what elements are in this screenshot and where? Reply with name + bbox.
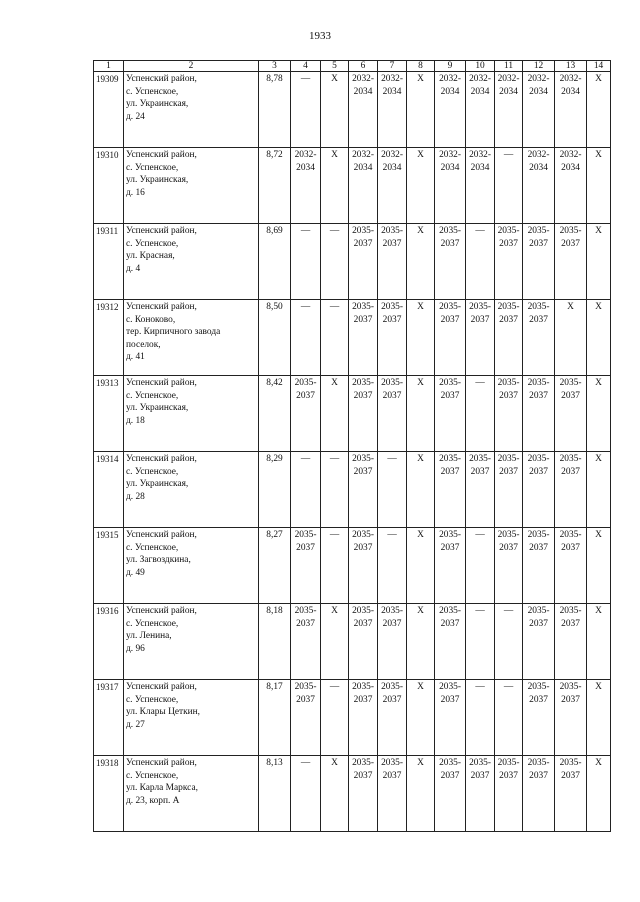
period-cell-col-11: 2032- 2034 [495,72,523,148]
cost-cell: 8,72 [259,148,291,224]
period-cell-col-5: — [321,528,349,604]
period-cell-col-5: — [321,452,349,528]
period-cell-col-9: 2032- 2034 [435,148,466,224]
period-cell-col-10: — [466,528,495,604]
cost-cell: 8,50 [259,300,291,376]
period-cell-col-14: X [587,604,611,680]
address-cell: Успенский район, с. Успенское, ул. Украинская, д. 18 [124,376,259,452]
period-cell-col-9: 2035- 2037 [435,604,466,680]
cost-cell: 8,78 [259,72,291,148]
table-body [94,72,611,832]
cost-cell: 8,29 [259,452,291,528]
header-col-9: 9 [435,61,466,72]
table-row [94,376,611,452]
period-cell-col-13: 2035- 2037 [555,680,587,756]
cost-cell: 8,13 [259,756,291,832]
period-cell-col-10: — [466,224,495,300]
period-cell-col-8: X [407,376,435,452]
period-cell-col-11: — [495,148,523,224]
period-cell-col-11: 2035- 2037 [495,300,523,376]
period-cell-col-7: 2035- 2037 [378,680,407,756]
row-number: 19310 [94,148,124,224]
period-cell-col-6: 2035- 2037 [349,604,378,680]
period-cell-col-10: 2035- 2037 [466,452,495,528]
period-cell-col-6: 2032- 2034 [349,148,378,224]
period-cell-col-5: — [321,680,349,756]
header-col-5: 5 [321,61,349,72]
address-cell: Успенский район, с. Успенское, ул. Загвоздкина, д. 49 [124,528,259,604]
period-cell-col-13: 2035- 2037 [555,452,587,528]
period-cell-col-12: 2035- 2037 [523,224,555,300]
row-number: 19309 [94,72,124,148]
period-cell-col-5: X [321,148,349,224]
period-cell-col-4: — [291,452,321,528]
period-cell-col-13: 2035- 2037 [555,224,587,300]
period-cell-col-4: 2035- 2037 [291,528,321,604]
period-cell-col-9: 2035- 2037 [435,376,466,452]
period-cell-col-8: X [407,72,435,148]
header-col-13: 13 [555,61,587,72]
period-cell-col-6: 2035- 2037 [349,376,378,452]
period-cell-col-10: 2032- 2034 [466,148,495,224]
period-cell-col-6: 2035- 2037 [349,528,378,604]
period-cell-col-7: 2035- 2037 [378,300,407,376]
period-cell-col-8: X [407,604,435,680]
period-cell-col-4: — [291,756,321,832]
period-cell-col-7: 2035- 2037 [378,604,407,680]
header-col-2: 2 [124,61,259,72]
period-cell-col-10: 2035- 2037 [466,300,495,376]
address-cell: Успенский район, с. Успенское, ул. Красная, д. 4 [124,224,259,300]
cost-cell: 8,17 [259,680,291,756]
period-cell-col-8: X [407,528,435,604]
address-cell: Успенский район, с. Коноково, тер. Кирпичного завода поселок, д. 41 [124,300,259,376]
table-header [94,61,611,72]
period-cell-col-8: X [407,756,435,832]
period-cell-col-11: — [495,680,523,756]
period-cell-col-11: 2035- 2037 [495,756,523,832]
period-cell-col-4: — [291,300,321,376]
period-cell-col-8: X [407,224,435,300]
cost-cell: 8,18 [259,604,291,680]
period-cell-col-10: — [466,680,495,756]
period-cell-col-12: 2035- 2037 [523,756,555,832]
period-cell-col-14: X [587,528,611,604]
period-cell-col-6: 2035- 2037 [349,680,378,756]
page-number: 1933 [309,30,331,42]
period-cell-col-8: X [407,148,435,224]
period-cell-col-9: 2035- 2037 [435,680,466,756]
period-cell-col-7: — [378,452,407,528]
period-cell-col-6: 2035- 2037 [349,756,378,832]
period-cell-col-10: 2035- 2037 [466,756,495,832]
period-cell-col-8: X [407,300,435,376]
period-cell-col-9: 2035- 2037 [435,224,466,300]
period-cell-col-4: 2035- 2037 [291,376,321,452]
period-cell-col-5: X [321,756,349,832]
period-cell-col-9: 2035- 2037 [435,300,466,376]
period-cell-col-14: X [587,452,611,528]
period-cell-col-8: X [407,680,435,756]
period-cell-col-13: 2035- 2037 [555,528,587,604]
period-cell-col-4: — [291,72,321,148]
period-cell-col-12: 2032- 2034 [523,148,555,224]
period-cell-col-14: X [587,300,611,376]
row-number: 19312 [94,300,124,376]
address-cell: Успенский район, с. Успенское, ул. Украинская, д. 16 [124,148,259,224]
period-cell-col-13: 2035- 2037 [555,376,587,452]
period-cell-col-5: X [321,604,349,680]
address-cell: Успенский район, с. Успенское, ул. Украинская, д. 24 [124,72,259,148]
register-table [93,60,611,832]
period-cell-col-14: X [587,148,611,224]
period-cell-col-6: 2035- 2037 [349,452,378,528]
address-cell: Успенский район, с. Успенское, ул. Украинская, д. 28 [124,452,259,528]
period-cell-col-11: 2035- 2037 [495,376,523,452]
period-cell-col-10: — [466,376,495,452]
period-cell-col-13: X [555,300,587,376]
table-row [94,300,611,376]
cost-cell: 8,27 [259,528,291,604]
period-cell-col-12: 2035- 2037 [523,604,555,680]
header-col-11: 11 [495,61,523,72]
period-cell-col-8: X [407,452,435,528]
table-row [94,72,611,148]
table-row [94,148,611,224]
table-row [94,224,611,300]
period-cell-col-7: 2032- 2034 [378,72,407,148]
period-cell-col-4: — [291,224,321,300]
period-cell-col-9: 2035- 2037 [435,528,466,604]
period-cell-col-13: 2032- 2034 [555,148,587,224]
header-col-10: 10 [466,61,495,72]
header-col-12: 12 [523,61,555,72]
period-cell-col-14: X [587,224,611,300]
period-cell-col-5: X [321,376,349,452]
table-row [94,604,611,680]
period-cell-col-14: X [587,376,611,452]
period-cell-col-14: X [587,756,611,832]
period-cell-col-7: 2035- 2037 [378,376,407,452]
period-cell-col-7: — [378,528,407,604]
header-col-1: 1 [94,61,124,72]
address-cell: Успенский район, с. Успенское, ул. Клары Цеткин, д. 27 [124,680,259,756]
header-col-6: 6 [349,61,378,72]
period-cell-col-12: 2032- 2034 [523,72,555,148]
period-cell-col-10: — [466,604,495,680]
header-col-3: 3 [259,61,291,72]
table-row [94,452,611,528]
period-cell-col-4: 2032- 2034 [291,148,321,224]
header-col-14: 14 [587,61,611,72]
cost-cell: 8,69 [259,224,291,300]
period-cell-col-6: 2032- 2034 [349,72,378,148]
period-cell-col-7: 2032- 2034 [378,148,407,224]
period-cell-col-4: 2035- 2037 [291,604,321,680]
period-cell-col-12: 2035- 2037 [523,680,555,756]
row-number: 19315 [94,528,124,604]
table-row [94,528,611,604]
address-cell: Успенский район, с. Успенское, ул. Карла Маркса, д. 23, корп. А [124,756,259,832]
period-cell-col-11: — [495,604,523,680]
period-cell-col-9: 2035- 2037 [435,452,466,528]
period-cell-col-9: 2035- 2037 [435,756,466,832]
row-number: 19318 [94,756,124,832]
period-cell-col-13: 2035- 2037 [555,756,587,832]
period-cell-col-7: 2035- 2037 [378,224,407,300]
row-number: 19314 [94,452,124,528]
period-cell-col-6: 2035- 2037 [349,224,378,300]
period-cell-col-5: — [321,224,349,300]
period-cell-col-6: 2035- 2037 [349,300,378,376]
header-col-8: 8 [407,61,435,72]
period-cell-col-11: 2035- 2037 [495,528,523,604]
table-row [94,680,611,756]
period-cell-col-12: 2035- 2037 [523,376,555,452]
period-cell-col-13: 2032- 2034 [555,72,587,148]
address-cell: Успенский район, с. Успенское, ул. Ленина, д. 96 [124,604,259,680]
period-cell-col-7: 2035- 2037 [378,756,407,832]
period-cell-col-12: 2035- 2037 [523,528,555,604]
table-row [94,756,611,832]
cost-cell: 8,42 [259,376,291,452]
period-cell-col-11: 2035- 2037 [495,224,523,300]
period-cell-col-5: — [321,300,349,376]
header-col-7: 7 [378,61,407,72]
period-cell-col-10: 2032- 2034 [466,72,495,148]
row-number: 19317 [94,680,124,756]
header-col-4: 4 [291,61,321,72]
row-number: 19313 [94,376,124,452]
period-cell-col-14: X [587,72,611,148]
period-cell-col-5: X [321,72,349,148]
period-cell-col-4: 2035- 2037 [291,680,321,756]
period-cell-col-14: X [587,680,611,756]
period-cell-col-12: 2035- 2037 [523,300,555,376]
period-cell-col-9: 2032- 2034 [435,72,466,148]
period-cell-col-12: 2035- 2037 [523,452,555,528]
period-cell-col-11: 2035- 2037 [495,452,523,528]
period-cell-col-13: 2035- 2037 [555,604,587,680]
row-number: 19311 [94,224,124,300]
row-number: 19316 [94,604,124,680]
